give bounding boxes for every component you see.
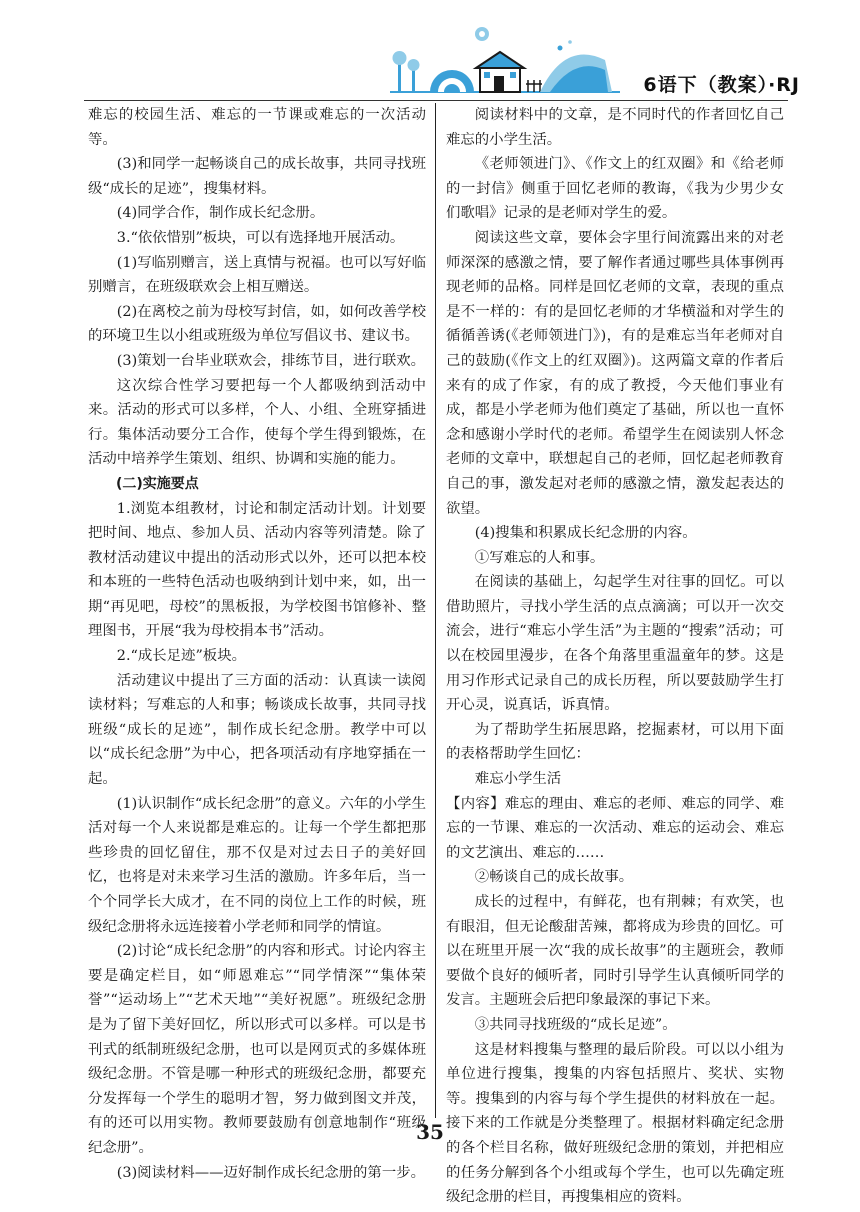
paragraph: (2)在离校之前为母校写封信，如，如何改善学校的环境卫生以小组或班级为单位写倡议书、建议书。 xyxy=(88,303,426,345)
paragraph: 阅读这些文章，要体会字里行间流露出来的对老师深深的感激之情，要了解作者通过哪些具体事例再现老师的品格。同样是回忆老师的文章，表现的重点是不一样的：有的是回忆老师的才华横溢和对学生的循循善诱(《老师领进门》)，有的是难忘当年老师对自己的鼓励(《作文上的红双圈》)。这两篇文章的作者后来有的成了作家，有的成了教授，今天他们事业有成，都是小学老师为他们奠定了基础，所以也一直怀念和感谢小学时代的老师。希望学生在阅读别人怀念老师的文章中，联想起自己的老师，回忆起老师教育自己的事，激发起对老师的感激之情，激发起表达的欲望。 xyxy=(446,229,784,517)
paragraph: ③共同寻找班级的“成长足迹”。 xyxy=(474,1016,677,1033)
page-header xyxy=(0,0,860,100)
header-rule xyxy=(84,100,788,101)
column-divider xyxy=(435,103,436,1118)
paragraph: (3)和同学一起畅谈自己的成长故事，共同寻找班级“成长的足迹”，搜集材料。 xyxy=(88,156,426,197)
paragraph: 【内容】难忘的理由、难忘的老师、难忘的同学、难忘的一节课、难忘的一次活动、难忘的运动会、难忘的文艺演出、难忘的…… xyxy=(446,795,784,861)
left-column xyxy=(88,103,426,1185)
paragraph: 1.浏览本组教材，讨论和制定活动计划。计划要把时间、地点、参加人员、活动内容等列清楚。除了教材活动建议中提出的活动形式以外，还可以把本校和本班的一些特色活动也吸纳到计划中来，如，出一期“再见吧，母校”的黑板报，为学校图书馆修补、整理图书，开展“我为母校捐本书”活动。 xyxy=(88,500,426,640)
header-scenery-illustration xyxy=(390,20,620,100)
paragraph: (4)同学合作，制作成长纪念册。 xyxy=(116,205,325,222)
paragraph: ①写难忘的人和事。 xyxy=(474,549,605,566)
paragraph: 难忘的校园生活、难忘的一节课或难忘的一次活动等。 xyxy=(88,107,426,148)
paragraph: (4)搜集和积累成长纪念册的内容。 xyxy=(474,525,697,542)
section-heading: (二)实施要点 xyxy=(116,475,199,492)
paragraph: 《老师领进门》、《作文上的红双圈》和《给老师的一封信》侧重于回忆老师的教诲，《我为少男少女们歌唱》记录的是老师对学生的爱。 xyxy=(446,156,784,222)
right-column xyxy=(446,103,784,1210)
paragraph: 为了帮助学生拓展思路，挖掘素材，可以用下面的表格帮助学生回忆： xyxy=(446,721,784,763)
book-title: 6语下（教案）·RJ xyxy=(643,74,800,96)
paragraph: 在阅读的基础上，勾起学生对往事的回忆。可以借助照片，寻找小学生活的点点滴滴；可以开一次交流会，进行“难忘小学生活”为主题的“搜索”活动；可以在校园里漫步，在各个角落里重温童年的梦。这是用习作形式记录自己的成长历程，所以要鼓励学生打开心灵，说真话，诉真情。 xyxy=(446,574,784,714)
paragraph: (3)阅读材料——迈好制作成长纪念册的第一步。 xyxy=(116,1164,425,1181)
paragraph: (1)写临别赠言，送上真情与祝福。也可以写好临别赠言，在班级联欢会上相互赠送。 xyxy=(88,254,426,296)
paragraph: (3)策划一台毕业联欢会，排练节目，进行联欢。 xyxy=(116,352,425,369)
paragraph: (2)讨论“成长纪念册”的内容和形式。讨论内容主要是确定栏目，如“师恩难忘”“同学情深”“集体荣誉”“运动场上”“艺术天地”“美好祝愿”。班级纪念册是为了留下美好回忆，所以形式可以多样。可以是书刊式的纸制班级纪念册，也可以是网页式的多媒体班级纪念册。不管是哪一种形式的班级纪念册，都要充分发挥每一个学生的聪明才智，努力做到图文并茂，有的还可以用实物。教师要鼓励有创意地制作“班级纪念册”。 xyxy=(88,943,426,1156)
paragraph: 阅读材料中的文章，是不同时代的作者回忆自己难忘的小学生活。 xyxy=(446,107,784,148)
paragraph: 3.“依依惜别”板块，可以有选择地开展活动。 xyxy=(116,229,405,246)
paragraph: 这次综合性学习要把每一个人都吸纳到活动中来。活动的形式可以多样，个人、小组、全班穿插进行。集体活动要分工合作，使每个学生得到锻炼，在活动中培养学生策划、组织、协调和实施的能力。 xyxy=(88,377,426,468)
paragraph: 成长的过程中，有鲜花，也有荆棘；有欢笑，也有眼泪，但无论酸甜苦辣，都将成为珍贵的回忆。可以在班里开展一次“我的成长故事”的主题班会，教师要做个良好的倾听者，同时引导学生认真倾听同学的发言。主题班会后把印象最深的事记下来。 xyxy=(446,894,784,1009)
page-number: 35 xyxy=(416,1120,444,1144)
paragraph: 2.“成长足迹”板块。 xyxy=(116,648,246,665)
paragraph: 这是材料搜集与整理的最后阶段。可以以小组为单位进行搜集，搜集的内容包括照片、奖状、实物等。搜集到的内容与每个学生提供的材料放在一起。接下来的工作就是分类整理了。根据材料确定纪念册的各个栏目名称，做好班级纪念册的策划，并把相应的任务分解到各个小组或每个学生，也可以先确定班级纪念册的栏目，再搜集相应的资料。 xyxy=(446,1041,784,1206)
paragraph: 活动建议中提出了三方面的活动：认真读一读阅读材料；写难忘的人和事；畅谈成长故事，共同寻找班级“成长的足迹”，制作成长纪念册。教学中可以以“成长纪念册”为中心，把各项活动有序地穿插在一起。 xyxy=(88,672,426,788)
paragraph: 难忘小学生活 xyxy=(474,771,562,788)
paragraph: ②畅谈自己的成长故事。 xyxy=(474,869,634,886)
paragraph: (1)认识制作“成长纪念册”的意义。六年的小学生活对每一个人来说都是难忘的。让每一个学生都把那些珍贵的回忆留住，那不仅是对过去日子的美好回忆，也将是对未来学习生活的激励。许多年后，当一个个同学长大成才，在不同的岗位上工作的时候，班级纪念册将永远连接着小学老师和同学的情谊。 xyxy=(88,795,426,935)
